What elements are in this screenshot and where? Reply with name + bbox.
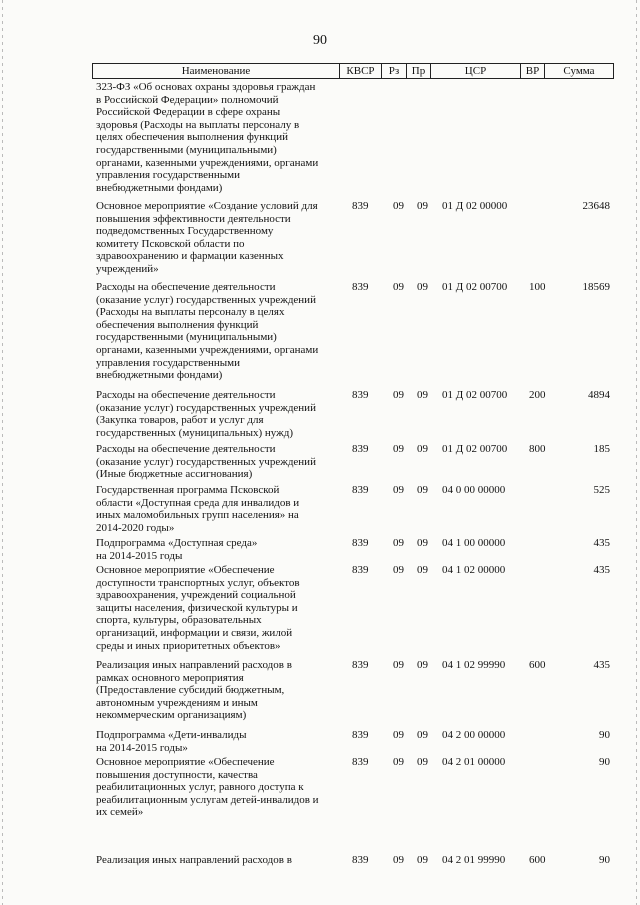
row-rz: 09: [393, 443, 404, 455]
row-sum: 90: [599, 729, 610, 741]
row-vr: 600: [529, 854, 546, 866]
row-csr: 04 0 00 00000: [442, 484, 506, 496]
row-rz: 09: [393, 729, 404, 741]
row-rz: 09: [393, 281, 404, 293]
row-rz: 09: [393, 389, 404, 401]
row-vr: 800: [529, 443, 546, 455]
row-kvsr: 839: [352, 281, 369, 293]
row-csr: 01 Д 02 00700: [442, 281, 508, 293]
row-csr: 04 1 02 00000: [442, 564, 506, 576]
row-name: Государственная программа Псковской области «Доступная среда для инвалидов и иных маломобильных групп населения» на 2014-2020 годы»: [96, 484, 300, 534]
row-sum: 435: [593, 564, 610, 576]
row-csr: 04 2 00 00000: [442, 729, 506, 741]
row-name: Основное мероприятие «Создание условий для повышения эффективности деятельности подведомственных Государственному комитету Псковской области по здравоохранению и фармации казенных учреждений»: [96, 200, 318, 275]
row-kvsr: 839: [352, 659, 369, 671]
row-csr: 04 2 01 00000: [442, 756, 506, 768]
row-sum: 435: [593, 659, 610, 671]
row-csr: 01 Д 02 00700: [442, 443, 508, 455]
row-pr: 09: [417, 756, 428, 768]
row-pr: 09: [417, 854, 428, 866]
row-kvsr: 839: [352, 537, 369, 549]
header-pr: Пр: [406, 64, 430, 78]
scan-edge-right: [636, 0, 637, 905]
row-kvsr: 839: [352, 756, 369, 768]
row-name: Подпрограмма «Дети-инвалиды на 2014-2015 годы»: [96, 729, 247, 754]
table-header: [92, 63, 614, 79]
header-csr: ЦСР: [430, 64, 520, 78]
row-rz: 09: [393, 659, 404, 671]
row-name: Расходы на обеспечение деятельности (оказание услуг) государственных учреждений (Иные бюджетные ассигнования): [96, 443, 316, 481]
row-vr: 200: [529, 389, 546, 401]
row-sum: 90: [599, 756, 610, 768]
row-csr: 04 1 02 99990: [442, 659, 506, 671]
row-kvsr: 839: [352, 564, 369, 576]
row-pr: 09: [417, 389, 428, 401]
header-sum: Сумма: [544, 64, 614, 78]
row-rz: 09: [393, 564, 404, 576]
row-sum: 4894: [588, 389, 610, 401]
header-kvsr: КВСР: [339, 64, 381, 78]
row-name: Реализация иных направлений расходов в: [96, 854, 292, 866]
row-pr: 09: [417, 729, 428, 741]
header-rz: Рз: [381, 64, 406, 78]
row-rz: 09: [393, 756, 404, 768]
row-rz: 09: [393, 200, 404, 212]
row-pr: 09: [417, 281, 428, 293]
row-pr: 09: [417, 659, 428, 671]
row-kvsr: 839: [352, 729, 369, 741]
row-name: Расходы на обеспечение деятельности (оказание услуг) государственных учреждений (Расходы на выплаты персоналу в целях обеспечения выполнения функций государственными (муниципальными) органами, казенными учреждениями, органами управления государственными внебюджетными фондами): [96, 281, 319, 382]
row-pr: 09: [417, 443, 428, 455]
row-rz: 09: [393, 537, 404, 549]
row-pr: 09: [417, 564, 428, 576]
row-name: Основное мероприятие «Обеспечение повышения доступности, качества реабилитационных услуг, равного доступа к реабилитационным услугам детей-инвалидов и их семей»: [96, 756, 319, 819]
row-kvsr: 839: [352, 200, 369, 212]
row-vr: 600: [529, 659, 546, 671]
row-csr: 01 Д 02 00700: [442, 389, 508, 401]
row-sum: 525: [593, 484, 610, 496]
row-name: Основное мероприятие «Обеспечение доступности транспортных услуг, объектов здравоохранения, учреждений социальной защиты населения, физической культуры и спорта, культуры, образовательных организаций, информации и связи, жилой среды и иных приоритетных объектов»: [96, 564, 300, 652]
row-pr: 09: [417, 484, 428, 496]
row-sum: 18569: [582, 281, 610, 293]
row-pr: 09: [417, 200, 428, 212]
row-csr: 04 1 00 00000: [442, 537, 506, 549]
row-vr: 100: [529, 281, 546, 293]
row-name: Реализация иных направлений расходов в рамках основного мероприятия (Предоставление субсидий бюджетным, автономным учреждениям и иным некоммерческим организациям): [96, 659, 292, 722]
header-vr: ВР: [520, 64, 544, 78]
row-sum: 90: [599, 854, 610, 866]
row-kvsr: 839: [352, 389, 369, 401]
row-csr: 01 Д 02 00000: [442, 200, 508, 212]
row-kvsr: 839: [352, 443, 369, 455]
row-pr: 09: [417, 537, 428, 549]
row-sum: 23648: [582, 200, 610, 212]
row-kvsr: 839: [352, 484, 369, 496]
row-name: 323-ФЗ «Об основах охраны здоровья граждан в Российской Федерации» полномочий Российской Федерации в сфере охраны здоровья (Расходы на выплаты персоналу в целях обеспечения выполнения функций государственными (муниципальными) органами, казенными учреждениями, органами управления государственными внебюджетными фондами): [96, 81, 319, 194]
page-number: 90: [313, 33, 327, 48]
row-name: Подпрограмма «Доступная среда» на 2014-2015 годы: [96, 537, 258, 562]
row-csr: 04 2 01 99990: [442, 854, 506, 866]
header-name: Наименование: [92, 64, 339, 78]
row-rz: 09: [393, 484, 404, 496]
scan-edge-left: [2, 0, 3, 905]
row-rz: 09: [393, 854, 404, 866]
row-sum: 435: [593, 537, 610, 549]
row-kvsr: 839: [352, 854, 369, 866]
row-name: Расходы на обеспечение деятельности (оказание услуг) государственных учреждений (Закупка товаров, работ и услуг для государственных (муниципальных) нужд): [96, 389, 316, 439]
row-sum: 185: [593, 443, 610, 455]
